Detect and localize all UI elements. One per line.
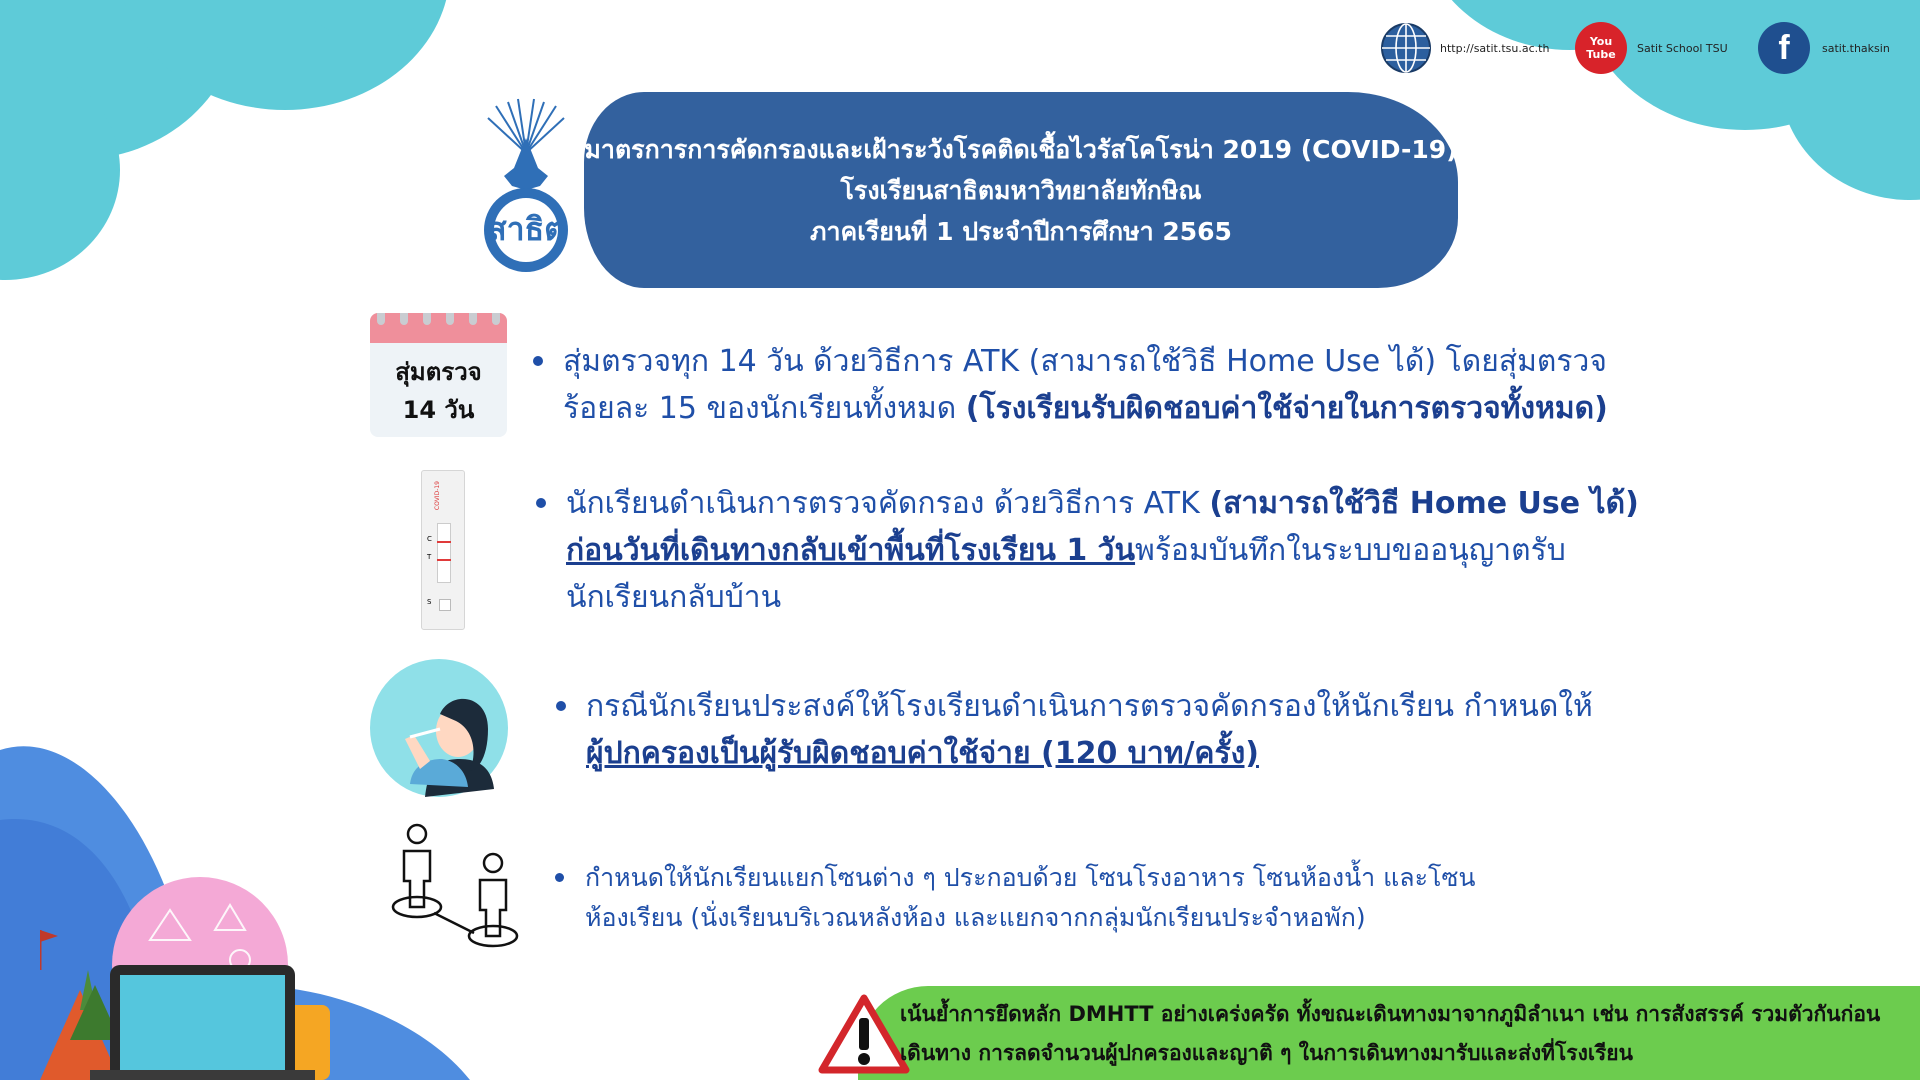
atk-s-label: S: [427, 598, 432, 606]
measure-2-underline: ก่อนวันที่เดินทางกลับเข้าพื้นที่โรงเรียน 1 วัน: [566, 533, 1136, 568]
warning-text: เน้นย้ำการยึดหลัก DMHTT อย่างเคร่งครัด ทั้งขณะเดินทางมาจากภูมิลำเนา เช่น การสังสรรค์ รวมตัวกันก่อนเดินทาง การลดจำนวนผู้ปกครองและญาติ ๆ ในการเดินทางมารับและส่งที่โรงเรียน: [900, 1002, 1881, 1065]
measure-item-1: [563, 338, 1668, 432]
measure-3-text: กรณีนักเรียนประสงค์ให้โรงเรียนดำเนินการตรวจคัดกรองให้นักเรียน กำหนดให้: [586, 689, 1593, 724]
measure-2-text: นักเรียนดำเนินการตรวจคัดกรอง ด้วยวิธีการ ATK: [566, 486, 1210, 521]
measure-1-text: สุ่มตรวจทุก 14 วัน ด้วยวิธีการ ATK (สามารถใช้วิธี Home Use ได้) โดยสุ่มตรวจ ร้อยละ 15 ของนักเรียนทั้งหมด: [563, 344, 1607, 426]
school-logo: [478, 98, 574, 276]
measure-item-2: [566, 480, 1641, 621]
bullet: [533, 356, 543, 366]
bullet: [536, 498, 546, 508]
measure-2-tail: พร้อมบันทึกในระบบขออนุญาตรับนักเรียนกลับบ้าน: [566, 533, 1566, 615]
calendar-line-1: สุ่มตรวจ: [395, 358, 482, 386]
measure-2-bold: (สามารถใช้วิธี Home Use ได้): [1209, 486, 1639, 521]
atk-label: COVID-19: [434, 481, 441, 511]
social-distance-icon: [390, 823, 530, 953]
atk-t-label: T: [427, 553, 432, 561]
bullet: [556, 701, 566, 711]
youtube-icon-text: You Tube: [1586, 35, 1616, 61]
nasal-swab-icon: [370, 659, 508, 797]
calendar-icon: [370, 313, 507, 437]
banner-line-1: มาตรการการคัดกรองและเฝ้าระวังโรคติดเชื้อไวรัสโคโรน่า 2019 (COVID-19): [584, 134, 1458, 164]
facebook-icon: f: [1758, 22, 1810, 74]
measure-1-bold: (โรงเรียนรับผิดชอบค่าใช้จ่ายในการตรวจทั้งหมด): [965, 391, 1608, 426]
warning-icon: [818, 994, 910, 1074]
atk-c-label: C: [427, 535, 432, 543]
facebook-label: satit.thaksin: [1822, 41, 1890, 55]
facebook-link[interactable]: [1758, 22, 1890, 74]
measure-3-underline: ผู้ปกครองเป็นผู้รับผิดชอบค่าใช้จ่าย (120 บาท/ครั้ง): [586, 736, 1259, 771]
website-link[interactable]: [1380, 22, 1549, 74]
banner-line-2: โรงเรียนสาธิตมหาวิทยาลัยทักษิณ: [840, 175, 1202, 205]
banner-line-3: ภาคเรียนที่ 1 ประจำปีการศึกษา 2565: [810, 216, 1232, 246]
youtube-link[interactable]: [1575, 22, 1728, 74]
measure-4-text: กำหนดให้นักเรียนแยกโซนต่าง ๆ ประกอบด้วย โซนโรงอาหาร โซนห้องน้ำ และโซนห้องเรียน (นั่งเรียนบริเวณหลังห้อง และแยกจากกลุ่มนักเรียนประจำหอพัก): [585, 863, 1476, 932]
bullet: [555, 873, 564, 882]
website-label: http://satit.tsu.ac.th: [1440, 41, 1550, 55]
camping-illustration: [40, 870, 360, 1080]
globe-icon: [1380, 22, 1432, 74]
measure-item-4: [585, 858, 1505, 938]
youtube-icon: [1575, 22, 1627, 74]
title-banner: [584, 92, 1458, 288]
youtube-label: Satit School TSU: [1637, 41, 1728, 55]
calendar-line-2: 14 วัน: [402, 396, 475, 424]
atk-test-kit-icon: [421, 470, 465, 630]
logo-text: สาธิต: [487, 210, 565, 248]
measure-item-3: [586, 683, 1646, 777]
